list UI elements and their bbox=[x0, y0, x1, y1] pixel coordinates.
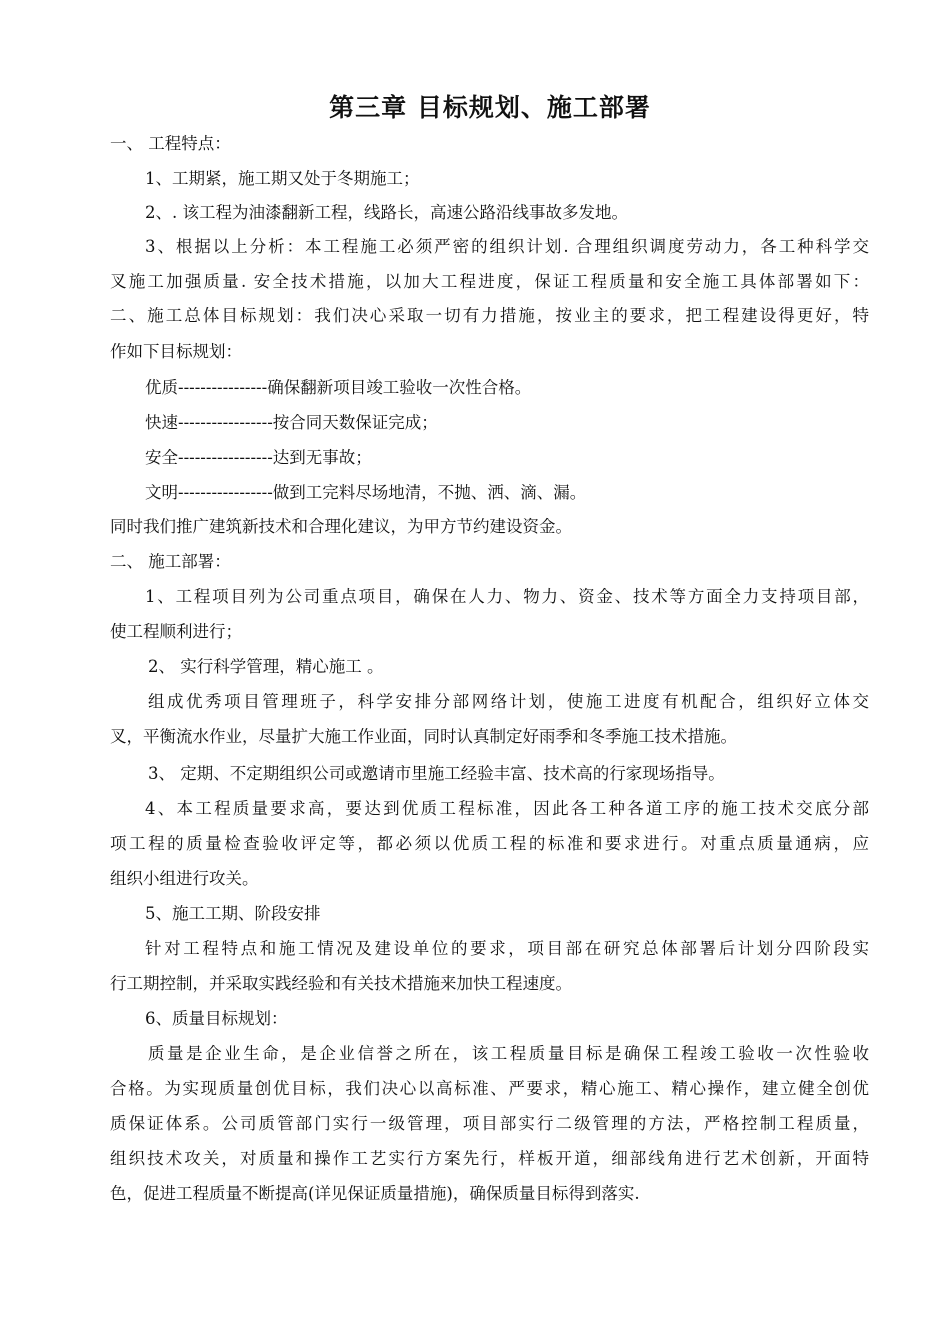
text-line: 针对工程特点和施工情况及建设单位的要求，项目部在研究总体部署后计划分四阶段实 bbox=[145, 939, 869, 958]
text-line: 1、工期紧，施工期又处于冬期施工； bbox=[145, 169, 420, 188]
text-line: 同时我们推广建筑新技术和合理化建议，为甲方节约建设资金。 bbox=[110, 517, 572, 536]
section-heading: 一、 工程特点： bbox=[110, 134, 231, 153]
text-line: 使工程顺利进行； bbox=[110, 622, 242, 641]
text-line: 5、施工工期、阶段安排 bbox=[145, 904, 321, 923]
text-line: 合格。为实现质量创优目标，我们决心以高标准、严要求，精心施工、精心操作，建立健全创优 bbox=[110, 1079, 869, 1098]
text-line: 行工期控制，并采取实践经验和有关技术措施来加快工程速度。 bbox=[110, 974, 572, 993]
text-line: 叉，平衡流水作业，尽量扩大施工作业面，同时认真制定好雨季和冬季施工技术措施。 bbox=[110, 727, 737, 746]
text-line: 3、 定期、不定期组织公司或邀请市里施工经验丰富、技术高的行家现场指导。 bbox=[148, 764, 725, 783]
text-line: 2、 实行科学管理，精心施工 。 bbox=[148, 657, 384, 676]
text-line: 二、施工总体目标规划：我们决心采取一切有力措施，按业主的要求，把工程建设得更好，特 bbox=[110, 306, 869, 325]
text-line: 质量是企业生命，是企业信誉之所在，该工程质量目标是确保工程竣工验收一次性验收 bbox=[148, 1044, 869, 1063]
goal-line: 快速-----------------按合同天数保证完成； bbox=[145, 413, 438, 432]
goal-line: 安全-----------------达到无事故； bbox=[145, 448, 372, 467]
section-heading: 二、 施工部署： bbox=[110, 552, 231, 571]
text-line: 1、工程项目列为公司重点项目，确保在人力、物力、资金、技术等方面全力支持项目部， bbox=[145, 587, 869, 606]
goal-line: 文明-----------------做到工完料尽场地清，不抛、洒、滴、漏。 bbox=[145, 483, 587, 502]
text-line: 6、质量目标规划： bbox=[145, 1009, 288, 1028]
chapter-title: 第三章 目标规划、施工部署 bbox=[329, 93, 651, 122]
text-line: 组织小组进行攻关。 bbox=[110, 869, 259, 888]
text-line: 2、. 该工程为油漆翻新工程，线路长，高速公路沿线事故多发地。 bbox=[145, 203, 628, 222]
text-line: 项工程的质量检查验收评定等，都必须以优质工程的标准和要求进行。对重点质量通病，应 bbox=[110, 834, 869, 853]
goal-line: 优质----------------确保翻新项目竣工验收一次性合格。 bbox=[145, 378, 532, 397]
text-line: 色，促进工程质量不断提高(详见保证质量措施)，确保质量目标得到落实. bbox=[110, 1184, 640, 1203]
text-line: 作如下目标规划： bbox=[110, 342, 242, 361]
text-line: 组成优秀项目管理班子，科学安排分部网络计划，使施工进度有机配合，组织好立体交 bbox=[148, 692, 869, 711]
text-line: 3、根据以上分析：本工程施工必须严密的组织计划. 合理组织调度劳动力，各工种科学交 bbox=[145, 237, 869, 256]
text-line: 4、本工程质量要求高，要达到优质工程标准，因此各工种各道工序的施工技术交底分部 bbox=[145, 799, 869, 818]
text-line: 质保证体系。公司质管部门实行一级管理，项目部实行二级管理的方法，严格控制工程质量， bbox=[110, 1114, 869, 1133]
text-line: 组织技术攻关，对质量和操作工艺实行方案先行，样板开道，细部线角进行艺术创新，开面特 bbox=[110, 1149, 869, 1168]
text-line: 叉施工加强质量. 安全技术措施，以加大工程进度，保证工程质量和安全施工具体部署如下： bbox=[110, 272, 869, 291]
